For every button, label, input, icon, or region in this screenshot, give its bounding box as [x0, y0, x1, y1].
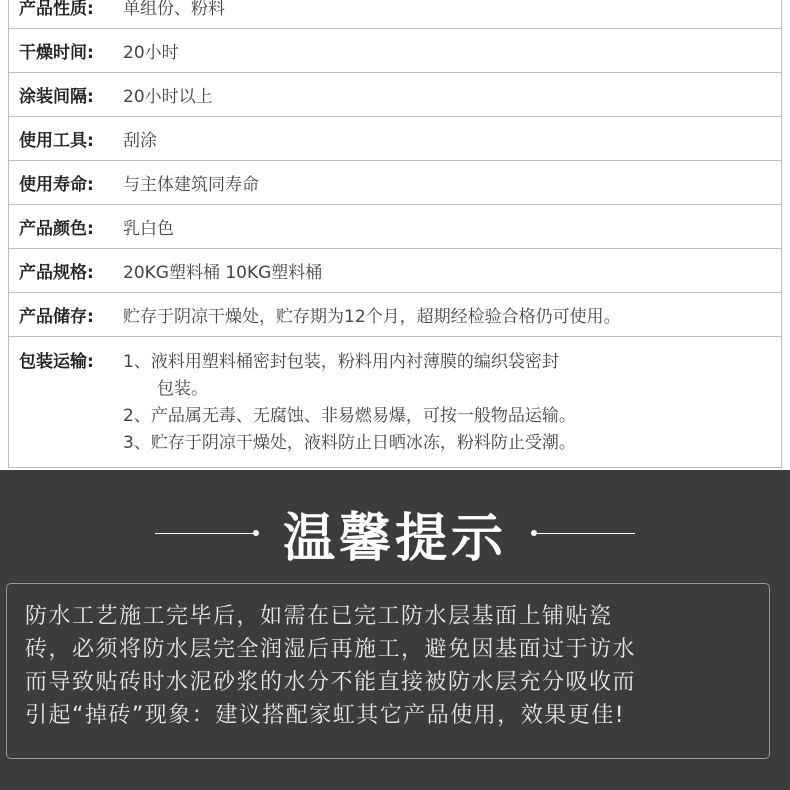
- spec-label: 包装运输:: [19, 352, 94, 372]
- spec-label: 使用寿命:: [19, 175, 94, 195]
- tips-title: 温馨提示: [282, 508, 507, 569]
- spec-row-property: [9, 0, 781, 29]
- shipping-list: [123, 349, 576, 457]
- heading-decoration-right: [531, 530, 635, 536]
- spec-label: 产品储存:: [19, 307, 94, 327]
- shipping-line: 1、液料用塑料桶密封包装，粉料用内衬薄膜的编织袋密封: [123, 352, 559, 372]
- decoration-line: [537, 533, 635, 534]
- spec-value: 单组份、粉料: [123, 0, 225, 19]
- tips-text-line: 防水工艺施工完毕后，如需在已完工防水层基面上铺贴瓷: [25, 604, 613, 629]
- decoration-line: [155, 533, 253, 534]
- spec-row-specification: [9, 249, 781, 293]
- decoration-dot: [253, 530, 259, 536]
- spec-value: 20小时以上: [123, 87, 213, 107]
- spec-value: 刮涂: [123, 131, 157, 151]
- shipping-line: 3、贮存于阴凉干燥处，液料防止日晒冰冻，粉料防止受潮。: [123, 433, 576, 453]
- spec-value: 与主体建筑同寿命: [123, 175, 259, 195]
- spec-value: 20KG塑料桶 10KG塑料桶: [123, 263, 323, 283]
- spec-row-lifespan: [9, 161, 781, 205]
- spec-row-tools: [9, 117, 781, 161]
- spec-row-color: [9, 205, 781, 249]
- spec-label: 干燥时间:: [19, 43, 94, 63]
- spec-label: 产品规格:: [19, 263, 94, 283]
- tips-heading: [0, 498, 790, 568]
- spec-row-drying-time: [9, 29, 781, 73]
- spec-row-storage: [9, 293, 781, 337]
- shipping-line: 2、产品属无毒、无腐蚀、非易燃易爆，可按一般物品运输。: [123, 406, 576, 426]
- spec-value: 20小时: [123, 43, 179, 63]
- tips-text-line: 而导致贴砖时水泥砂浆的水分不能直接被防水层充分吸收而: [25, 670, 637, 695]
- tips-text-line: 砖，必须将防水层完全润湿后再施工，避免因基面过于访水: [25, 637, 637, 662]
- shipping-line: 包装。: [157, 379, 208, 399]
- heading-decoration-left: [155, 530, 259, 536]
- spec-label: 涂装间隔:: [19, 87, 94, 107]
- spec-row-coating-interval: [9, 73, 781, 117]
- spec-table: [8, 0, 782, 468]
- spec-label: 产品颜色:: [19, 219, 94, 239]
- spec-value: 贮存于阴凉干燥处，贮存期为12个月，超期经检验合格仍可使用。: [123, 307, 621, 327]
- tips-section: [0, 470, 790, 790]
- spec-label: 产品性质:: [19, 0, 94, 19]
- spec-value: 乳白色: [123, 219, 174, 239]
- tips-box: [6, 583, 770, 759]
- spec-row-shipping: [9, 337, 781, 467]
- tips-text-line: 引起“掉砖”现象：建议搭配家虹其它产品使用，效果更佳!: [25, 703, 626, 728]
- spec-label: 使用工具:: [19, 131, 94, 151]
